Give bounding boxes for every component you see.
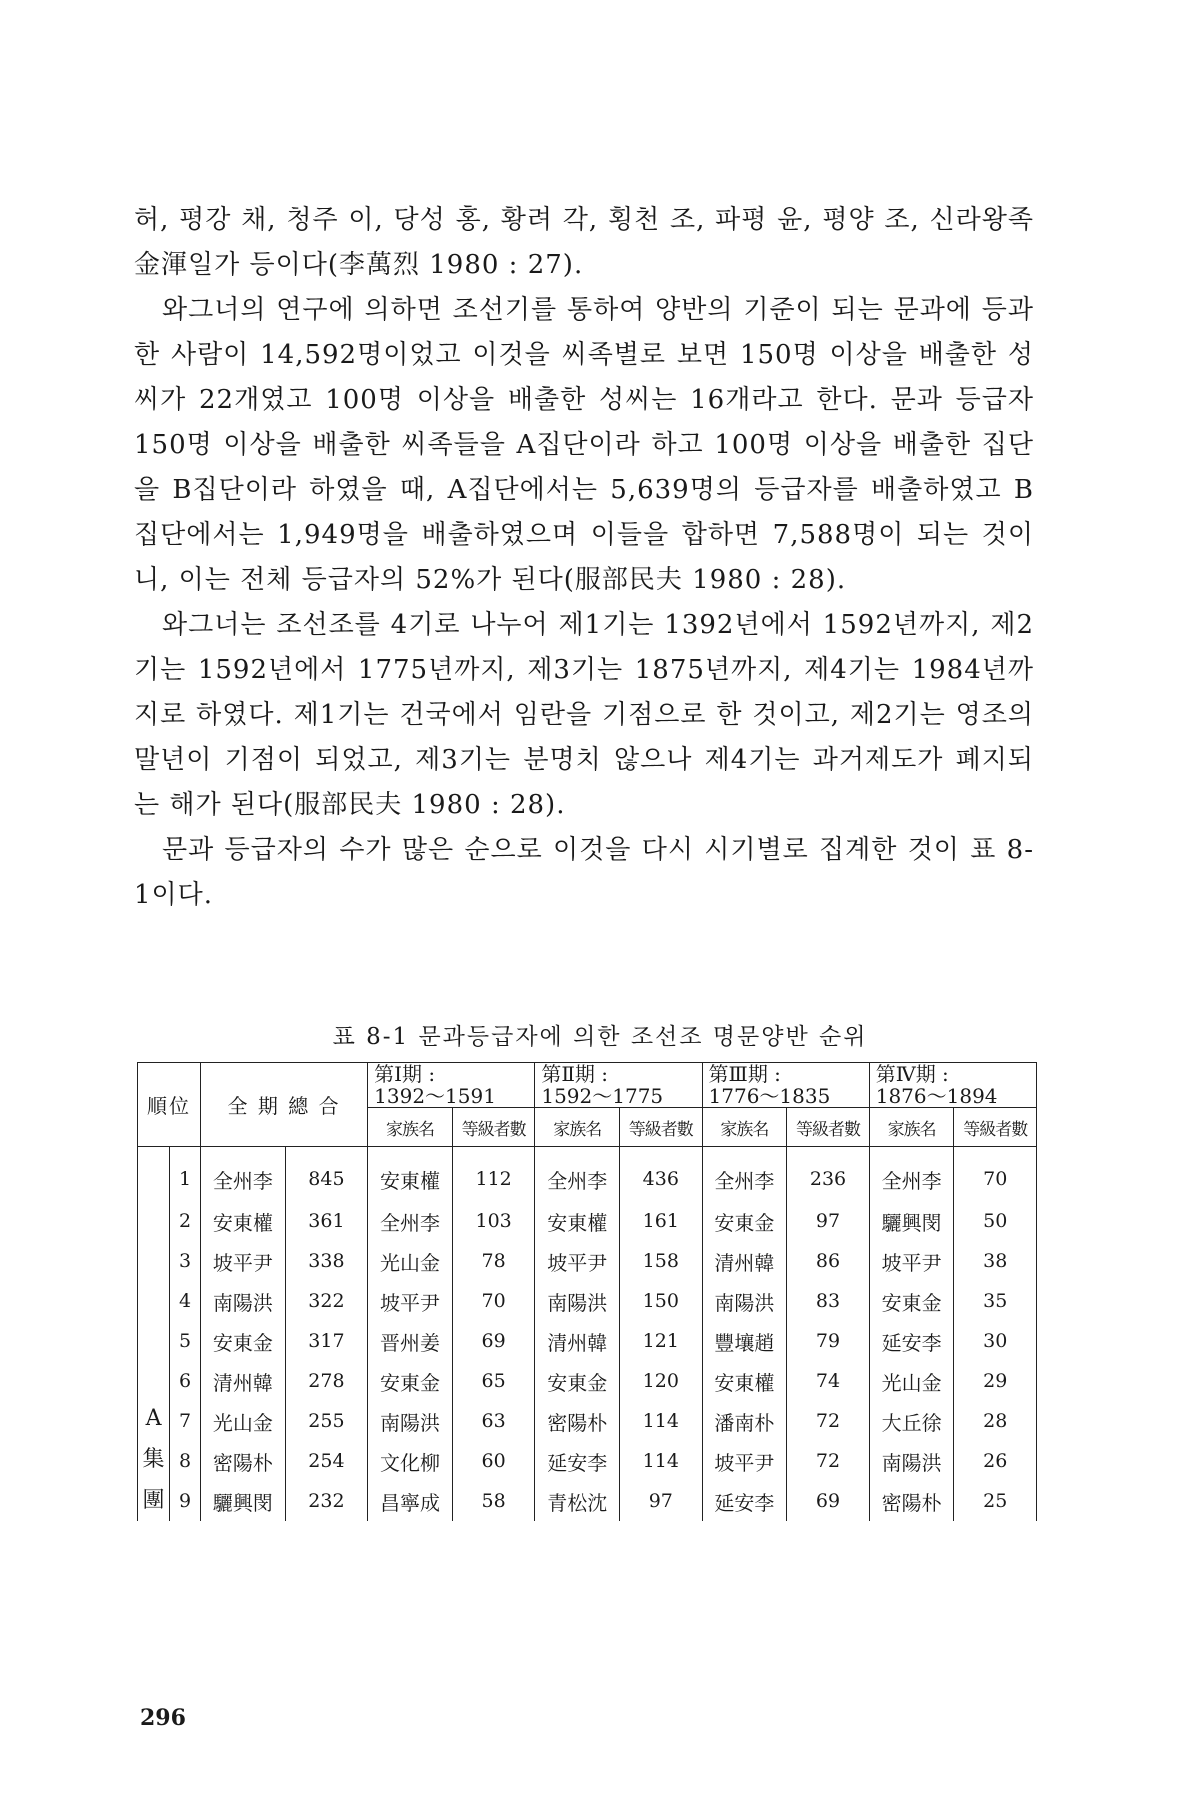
passer-count-cell: 150 bbox=[620, 1281, 702, 1321]
family-name-cell: 安東金 bbox=[368, 1361, 453, 1401]
family-name-cell: 安東金 bbox=[869, 1281, 954, 1321]
group-label-char: A bbox=[145, 1406, 162, 1431]
family-name-cell: 南陽洪 bbox=[200, 1281, 285, 1321]
passer-count-cell: 70 bbox=[452, 1281, 534, 1321]
family-name-cell: 坡平尹 bbox=[702, 1441, 787, 1481]
family-name-cell: 南陽洪 bbox=[702, 1281, 787, 1321]
passer-count-cell: 97 bbox=[620, 1481, 702, 1521]
passer-count-cell: 30 bbox=[954, 1321, 1037, 1361]
page-number: 296 bbox=[140, 1705, 186, 1731]
family-name-cell: 延安李 bbox=[869, 1321, 954, 1361]
passer-count-cell: 121 bbox=[620, 1321, 702, 1361]
passer-count-cell: 97 bbox=[787, 1201, 869, 1241]
passer-count-cell: 103 bbox=[452, 1201, 534, 1241]
passer-count-cell: 278 bbox=[285, 1361, 367, 1401]
passer-count-cell: 25 bbox=[954, 1481, 1037, 1521]
table-row bbox=[138, 1281, 1037, 1321]
family-name-cell: 驪興閔 bbox=[869, 1201, 954, 1241]
family-name-cell: 南陽洪 bbox=[368, 1401, 453, 1441]
family-name-cell: 清州韓 bbox=[200, 1361, 285, 1401]
rank-cell: 8 bbox=[170, 1441, 201, 1481]
header-family-name: 家族名 bbox=[869, 1108, 954, 1147]
family-name-cell: 青松沈 bbox=[535, 1481, 620, 1521]
table-header bbox=[138, 1063, 1037, 1147]
family-name-cell: 安東權 bbox=[535, 1201, 620, 1241]
header-period-4: 第Ⅳ期 : 1876～1894 bbox=[869, 1063, 1036, 1108]
table-row bbox=[138, 1201, 1037, 1241]
table-body bbox=[138, 1147, 1037, 1522]
table-row bbox=[138, 1241, 1037, 1281]
family-name-cell: 光山金 bbox=[200, 1401, 285, 1441]
paragraph-periods: 와그너는 조선조를 4기로 나누어 제1기는 1392년에서 1592년까지, 제2기는 1592년에서 1775년까지, 제3기는 1875년까지, 제4기는 1984년까지로 하였다. 제1기는 건국에서 임란을 기점으로 한 것이고, 제2기는 영조의 말년이 기점이 되었고, 제3기는 분명치 않으나 제4기는 과거제도가 폐지되는 해가 된다(服部民夫 1980 : 28). bbox=[134, 610, 1034, 820]
passer-count-cell: 63 bbox=[452, 1401, 534, 1441]
family-name-cell: 安東權 bbox=[702, 1361, 787, 1401]
family-name-cell: 南陽洪 bbox=[535, 1281, 620, 1321]
passer-count-cell: 72 bbox=[787, 1401, 869, 1441]
family-name-cell: 清州韓 bbox=[702, 1241, 787, 1281]
passer-count-cell: 436 bbox=[620, 1147, 702, 1202]
passer-count-cell: 70 bbox=[954, 1147, 1037, 1202]
header-family-name: 家族名 bbox=[535, 1108, 620, 1147]
family-name-cell: 晋州姜 bbox=[368, 1321, 453, 1361]
passer-count-cell: 338 bbox=[285, 1241, 367, 1281]
passer-count-cell: 69 bbox=[787, 1481, 869, 1521]
header-passer-count: 等級者數 bbox=[787, 1108, 869, 1147]
family-name-cell: 光山金 bbox=[869, 1361, 954, 1401]
passer-count-cell: 86 bbox=[787, 1241, 869, 1281]
family-name-cell: 豐壤趙 bbox=[702, 1321, 787, 1361]
family-name-cell: 安東金 bbox=[702, 1201, 787, 1241]
header-family-name: 家族名 bbox=[702, 1108, 787, 1147]
paragraph-continued: 허, 평강 채, 청주 이, 당성 홍, 황려 각, 횡천 조, 파평 윤, 평양 조, 신라왕족 金渾일가 등이다(李萬烈 1980 : 27). bbox=[134, 205, 1034, 280]
header-family-name: 家族名 bbox=[368, 1108, 453, 1147]
passer-count-cell: 78 bbox=[452, 1241, 534, 1281]
passer-count-cell: 361 bbox=[285, 1201, 367, 1241]
table-row bbox=[138, 1147, 1037, 1202]
passer-count-cell: 317 bbox=[285, 1321, 367, 1361]
passer-count-cell: 255 bbox=[285, 1401, 367, 1441]
family-name-cell: 全州李 bbox=[869, 1147, 954, 1202]
paragraph-wagner-study: 와그너의 연구에 의하면 조선기를 통하여 양반의 기준이 되는 문과에 등과한 사람이 14,592명이었고 이것을 씨족별로 보면 150명 이상을 배출한 성씨가 22개였고 100명 이상을 배출한 성씨는 16개라고 한다. 문과 등급자 150명 이상을 배출한 씨족들을 A집단이라 하고 100명 이상을 배출한 집단을 B집단이라 하였을 때, A집단에서는 5,639명의 등급자를 배출하였고 B집단에서는 1,949명을 배출하였으며 이들을 합하면 7,588명이 되는 것이니, 이는 전체 등급자의 52%가 된다(服部民夫 1980 : 28). bbox=[134, 295, 1034, 595]
passer-count-cell: 72 bbox=[787, 1441, 869, 1481]
family-name-cell: 全州李 bbox=[368, 1201, 453, 1241]
rank-cell: 4 bbox=[170, 1281, 201, 1321]
table-row bbox=[138, 1441, 1037, 1481]
family-name-cell: 安東金 bbox=[535, 1361, 620, 1401]
passer-count-cell: 58 bbox=[452, 1481, 534, 1521]
paragraph-table-intro: 문과 등급자의 수가 많은 순으로 이것을 다시 시기별로 집계한 것이 표 8-1이다. bbox=[134, 835, 1034, 910]
passer-count-cell: 26 bbox=[954, 1441, 1037, 1481]
passer-count-cell: 114 bbox=[620, 1401, 702, 1441]
rank-cell: 2 bbox=[170, 1201, 201, 1241]
header-period-1: 第Ⅰ期 : 1392～1591 bbox=[368, 1063, 535, 1108]
rank-cell: 5 bbox=[170, 1321, 201, 1361]
family-name-cell: 文化柳 bbox=[368, 1441, 453, 1481]
passer-count-cell: 236 bbox=[787, 1147, 869, 1202]
family-name-cell: 南陽洪 bbox=[869, 1441, 954, 1481]
header-overall: 全 期 總 合 bbox=[200, 1063, 367, 1147]
rank-cell: 1 bbox=[170, 1147, 201, 1202]
passer-count-cell: 79 bbox=[787, 1321, 869, 1361]
table-row bbox=[138, 1361, 1037, 1401]
header-passer-count: 等級者數 bbox=[620, 1108, 702, 1147]
table-container bbox=[137, 1062, 1037, 1521]
passer-count-cell: 74 bbox=[787, 1361, 869, 1401]
family-name-cell: 潘南朴 bbox=[702, 1401, 787, 1441]
family-name-cell: 光山金 bbox=[368, 1241, 453, 1281]
family-name-cell: 安東金 bbox=[200, 1321, 285, 1361]
passer-count-cell: 232 bbox=[285, 1481, 367, 1521]
family-name-cell: 坡平尹 bbox=[869, 1241, 954, 1281]
group-label-char: 集 bbox=[142, 1447, 165, 1472]
group-label-char: 團 bbox=[142, 1488, 165, 1513]
passer-count-cell: 28 bbox=[954, 1401, 1037, 1441]
passer-count-cell: 254 bbox=[285, 1441, 367, 1481]
header-passer-count: 等級者數 bbox=[954, 1108, 1037, 1147]
family-name-cell: 密陽朴 bbox=[535, 1401, 620, 1441]
family-name-cell: 全州李 bbox=[535, 1147, 620, 1202]
family-name-cell: 安東權 bbox=[368, 1147, 453, 1202]
rank-cell: 3 bbox=[170, 1241, 201, 1281]
rank-cell: 7 bbox=[170, 1401, 201, 1441]
family-name-cell: 清州韓 bbox=[535, 1321, 620, 1361]
passer-count-cell: 120 bbox=[620, 1361, 702, 1401]
family-name-cell: 全州李 bbox=[702, 1147, 787, 1202]
passer-count-cell: 50 bbox=[954, 1201, 1037, 1241]
family-name-cell: 全州李 bbox=[200, 1147, 285, 1202]
passer-count-cell: 83 bbox=[787, 1281, 869, 1321]
passer-count-cell: 158 bbox=[620, 1241, 702, 1281]
family-name-cell: 昌寧成 bbox=[368, 1481, 453, 1521]
passer-count-cell: 69 bbox=[452, 1321, 534, 1361]
header-passer-count: 等級者數 bbox=[452, 1108, 534, 1147]
table-row bbox=[138, 1401, 1037, 1441]
passer-count-cell: 60 bbox=[452, 1441, 534, 1481]
passer-count-cell: 161 bbox=[620, 1201, 702, 1241]
family-name-cell: 坡平尹 bbox=[200, 1241, 285, 1281]
header-period-3: 第Ⅲ期 : 1776～1835 bbox=[702, 1063, 869, 1108]
passer-count-cell: 65 bbox=[452, 1361, 534, 1401]
family-name-cell: 安東權 bbox=[200, 1201, 285, 1241]
passer-count-cell: 114 bbox=[620, 1441, 702, 1481]
family-name-cell: 密陽朴 bbox=[869, 1481, 954, 1521]
family-name-cell: 密陽朴 bbox=[200, 1441, 285, 1481]
group-label-cell bbox=[138, 1147, 170, 1522]
ranking-table bbox=[137, 1062, 1037, 1521]
table-caption: 표 8-1 문과등급자에 의한 조선조 명문양반 순위 bbox=[332, 1024, 868, 1050]
passer-count-cell: 35 bbox=[954, 1281, 1037, 1321]
table-row bbox=[138, 1321, 1037, 1361]
family-name-cell: 坡平尹 bbox=[368, 1281, 453, 1321]
family-name-cell: 延安李 bbox=[702, 1481, 787, 1521]
family-name-cell: 大丘徐 bbox=[869, 1401, 954, 1441]
family-name-cell: 驪興閔 bbox=[200, 1481, 285, 1521]
table-row bbox=[138, 1481, 1037, 1521]
rank-cell: 6 bbox=[170, 1361, 201, 1401]
passer-count-cell: 845 bbox=[285, 1147, 367, 1202]
passer-count-cell: 29 bbox=[954, 1361, 1037, 1401]
passer-count-cell: 322 bbox=[285, 1281, 367, 1321]
header-rank: 順位 bbox=[138, 1063, 201, 1147]
header-period-2: 第Ⅱ期 : 1592～1775 bbox=[535, 1063, 702, 1108]
passer-count-cell: 38 bbox=[954, 1241, 1037, 1281]
passer-count-cell: 112 bbox=[452, 1147, 534, 1202]
rank-cell: 9 bbox=[170, 1481, 201, 1521]
body-text bbox=[134, 198, 1034, 918]
family-name-cell: 延安李 bbox=[535, 1441, 620, 1481]
family-name-cell: 坡平尹 bbox=[535, 1241, 620, 1281]
